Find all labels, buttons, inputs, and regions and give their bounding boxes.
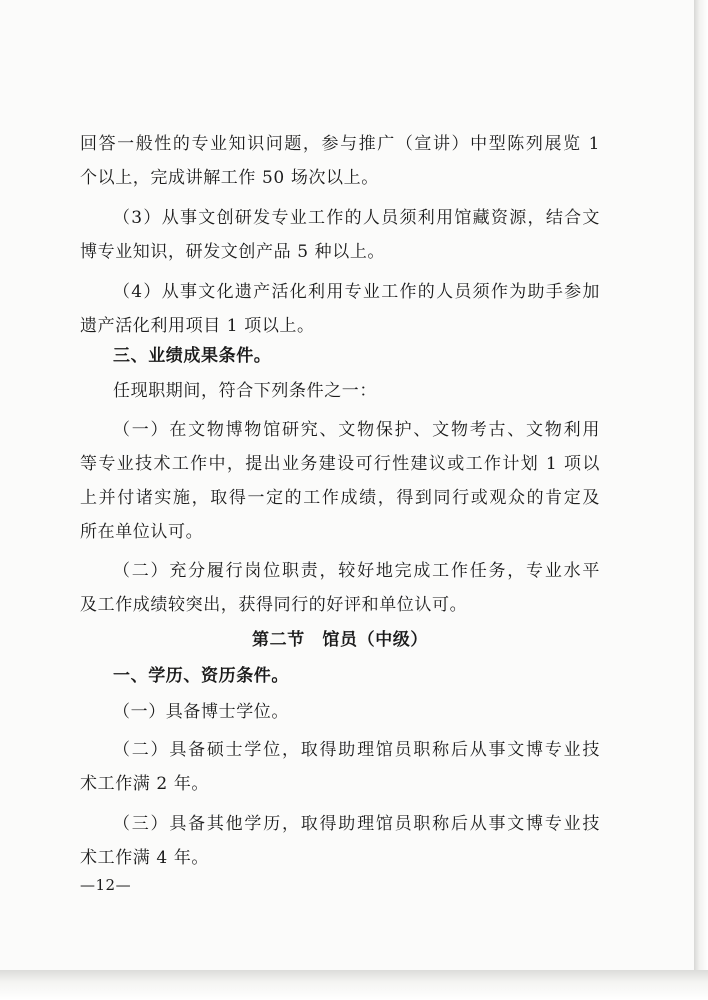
text-line: 术工作满 4 年。 [80, 848, 210, 868]
section-heading: 三、业绩成果条件。 [113, 346, 272, 366]
text-line: 任现职期间，符合下列条件之一： [113, 381, 377, 401]
page-edge-shadow-bottom [0, 970, 708, 1000]
text-line: （二）具备硕士学位，取得助理馆员职称后从事文博专业技 [113, 740, 600, 760]
text-line: （三）具备其他学历，取得助理馆员职称后从事文博专业技 [113, 814, 600, 834]
text-line: （3）从事文创研发专业工作的人员须利用馆藏资源，结合文 [113, 208, 600, 228]
text-line: 个以上，完成讲解工作 50 场次以上。 [80, 168, 379, 188]
text-line: 所在单位认可。 [80, 522, 204, 542]
text-line: 博专业知识，研发文创产品 5 种以上。 [80, 242, 386, 262]
text-line: （二）充分履行岗位职责，较好地完成工作任务，专业水平 [113, 561, 600, 581]
text-line: 遗产活化利用项目 1 项以上。 [80, 316, 315, 336]
text-line: 及工作成绩较突出，获得同行的好评和单位认可。 [80, 595, 468, 615]
text-line: （一）在文物博物馆研究、文物保护、文物考古、文物利用 [113, 420, 600, 440]
section-heading: 一、学历、资历条件。 [113, 666, 289, 686]
page-edge-shadow-right [694, 0, 708, 1000]
text-line: 术工作满 2 年。 [80, 774, 210, 794]
chapter-heading: 第二节 馆员（中级） [252, 630, 428, 650]
text-line: 等专业技术工作中，提出业务建设可行性建议或工作计划 1 项以 [80, 454, 600, 474]
text-line: 上并付诸实施，取得一定的工作成绩，得到同行或观众的肯定及 [80, 488, 600, 508]
page-number: —12— [80, 876, 132, 894]
text-line: （一）具备博士学位。 [113, 702, 289, 722]
text-line: （4）从事文化遗产活化利用专业工作的人员须作为助手参加 [113, 282, 600, 302]
text-line: 回答一般性的专业知识问题，参与推广（宣讲）中型陈列展览 1 [80, 134, 600, 154]
